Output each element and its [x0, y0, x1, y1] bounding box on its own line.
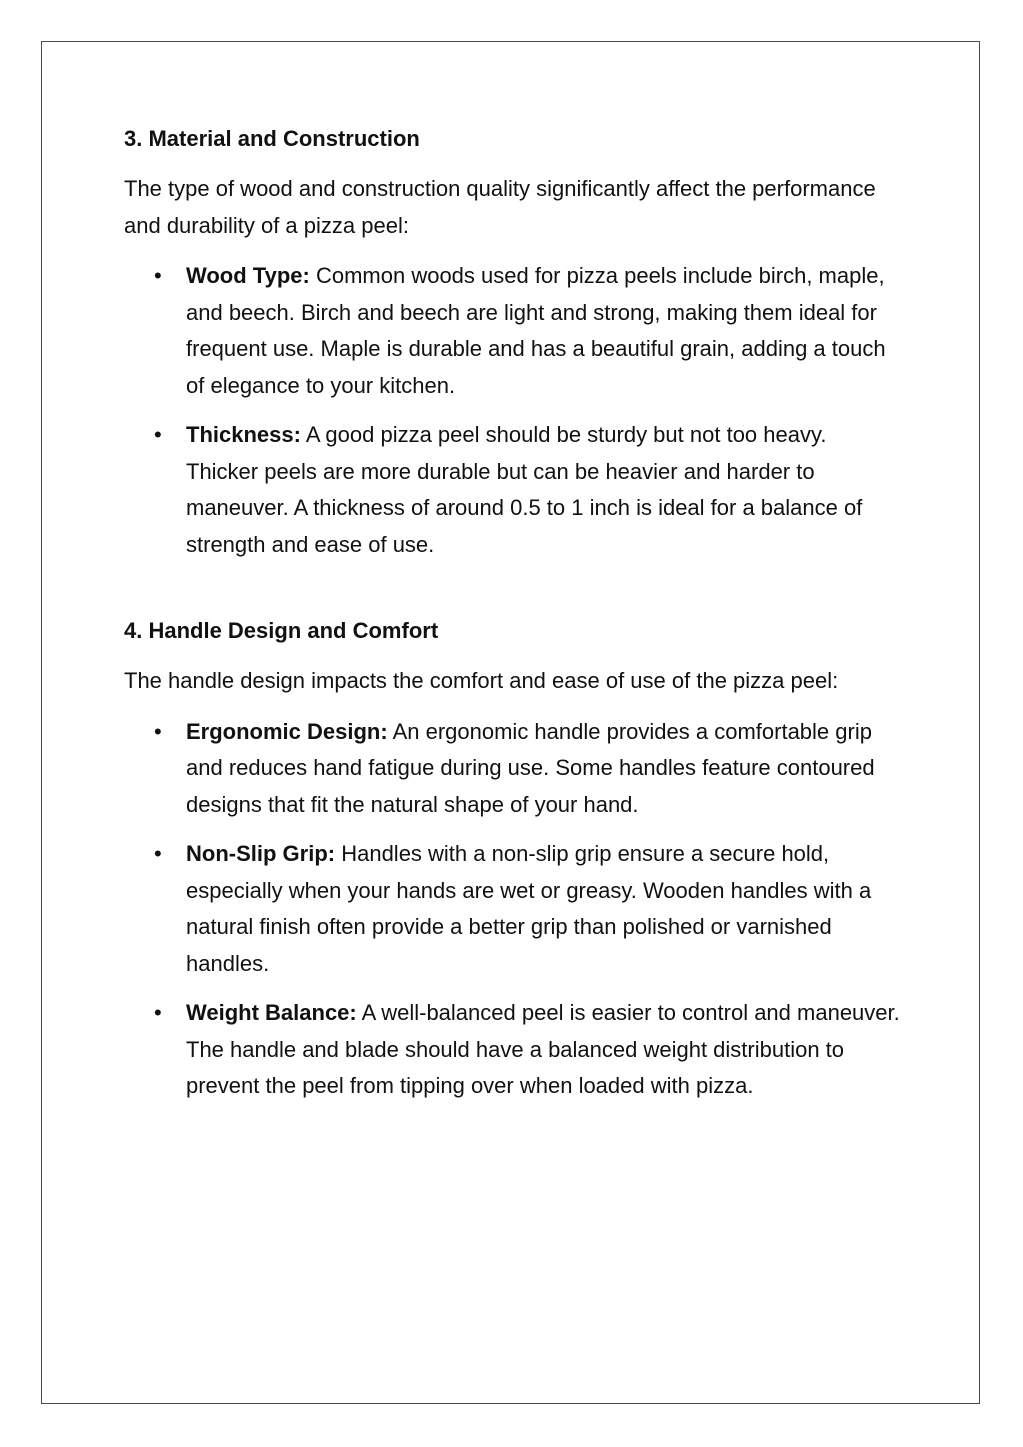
bullet-icon: •	[154, 718, 162, 744]
section-intro: The handle design impacts the comfort and ease of use of the pizza peel:	[124, 668, 839, 693]
section-heading: 4. Handle Design and Comfort	[124, 618, 439, 643]
list-item	[124, 258, 904, 404]
section-material-construction	[124, 121, 904, 563]
bullet-icon: •	[154, 1000, 162, 1025]
bullet-list	[124, 714, 904, 1105]
section-spacer	[124, 576, 904, 613]
item-term: Wood Type:	[186, 263, 310, 288]
bullet-icon: •	[154, 841, 162, 866]
section-heading: 3. Material and Construction	[124, 126, 420, 151]
item-text: Common woods used for pizza peels include birch, maple, and beech. Birch and beech are light and strong, making them ideal for frequent use. Maple is durable and has a beautiful grain, adding a touch of elegance to your kitchen.	[186, 263, 886, 398]
bullet-list	[124, 258, 904, 563]
section-handle-design	[124, 613, 904, 1105]
list-item	[124, 995, 904, 1105]
item-term: Weight Balance:	[186, 1000, 357, 1025]
list-item	[124, 714, 904, 824]
item-term: Ergonomic Design:	[186, 718, 388, 744]
section-intro: The type of wood and construction quality significantly affect the performance and durability of a pizza peel:	[124, 176, 876, 238]
bullet-icon: •	[154, 422, 162, 447]
item-text: Handles with a non-slip grip ensure a secure hold, especially when your hands are wet or greasy. Wooden handles with a natural finish often provide a better grip than polished or varnished handles.	[186, 841, 872, 976]
item-term: Thickness:	[186, 422, 301, 447]
item-text: A well-balanced peel is easier to control and maneuver. The handle and blade should have a balanced weight distribution to prevent the peel from tipping over when loaded with pizza.	[186, 1000, 900, 1098]
list-item	[124, 836, 904, 982]
item-term: Non-Slip Grip:	[186, 841, 336, 866]
item-text: A good pizza peel should be sturdy but not too heavy. Thicker peels are more durable but can be heavier and harder to maneuver. A thickness of around 0.5 to 1 inch is ideal for a balance of strength and ease of use.	[186, 422, 863, 557]
document-body	[124, 121, 904, 1118]
bullet-icon: •	[154, 263, 162, 288]
item-text: An ergonomic handle provides a comfortable grip and reduces hand fatigue during use. Some handles feature contoured designs that fit the natural shape of your hand.	[186, 718, 875, 817]
list-item	[124, 417, 904, 563]
